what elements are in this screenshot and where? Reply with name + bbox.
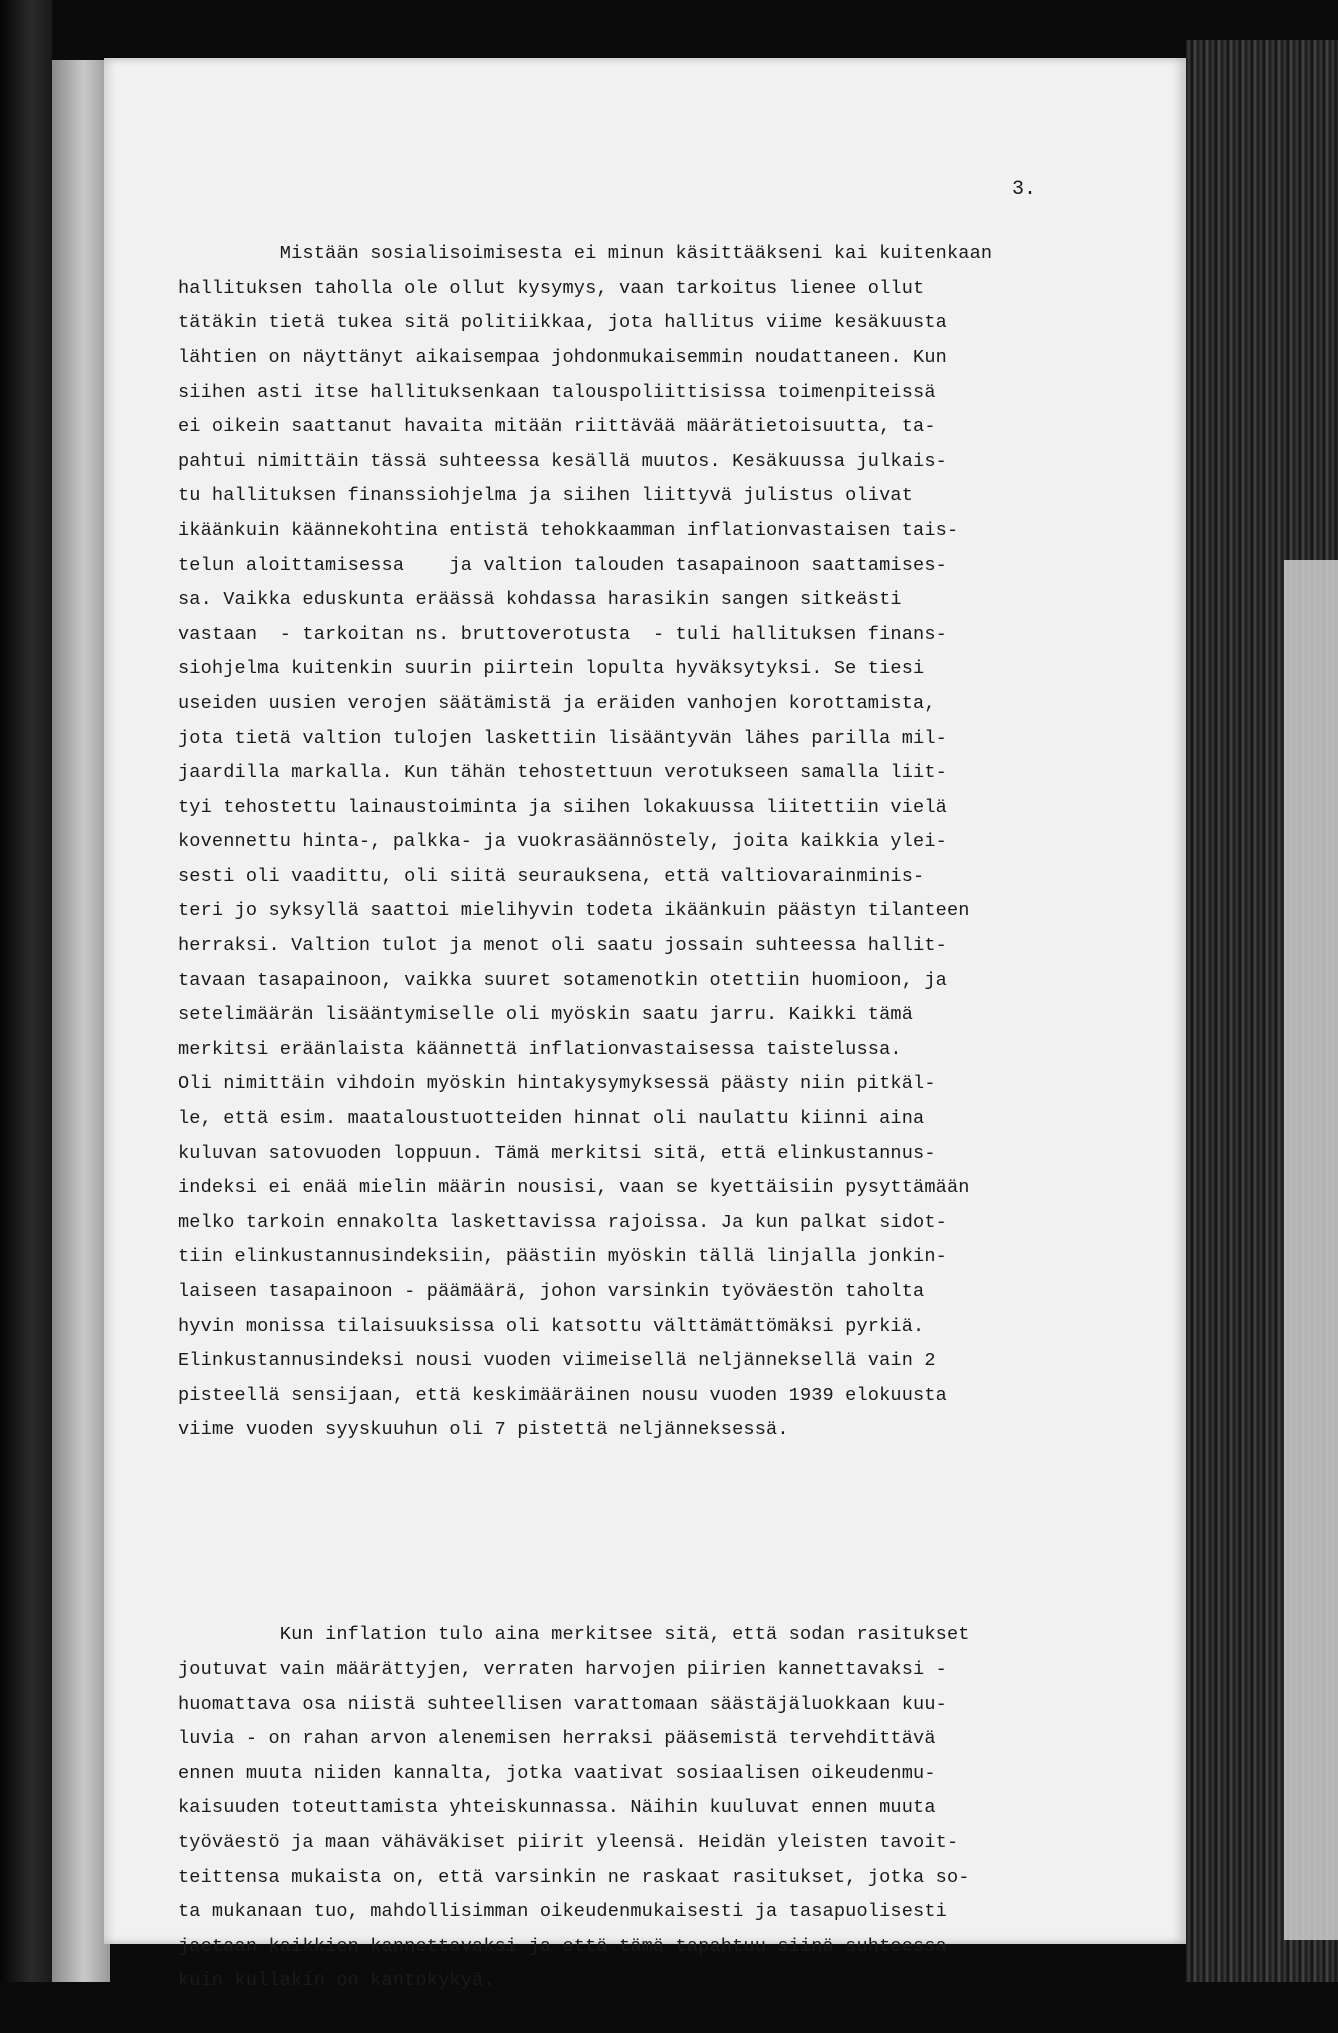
text-line: melko tarkoin ennakolta laskettavissa rajoissa. Ja kun palkat sidot- [178, 1211, 947, 1233]
text-line: siohjelma kuitenkin suurin piirtein lopulta hyväksytyksi. Se tiesi [178, 658, 925, 680]
text-line: kuin kullakin on kantokykyä. [178, 1970, 495, 1992]
text-line: ennen muuta niiden kannalta, jotka vaativat sosiaalisen oikeudenmu- [178, 1762, 936, 1784]
document-body [178, 168, 1078, 2033]
text-line: telun aloittamisessa ja valtion talouden tasapainoon saattamises- [178, 554, 947, 576]
text-line: Mistään sosialisoimisesta ei minun käsittääkseni kai kuitenkaan [178, 243, 993, 265]
page-number: 3. [1012, 178, 1037, 201]
text-line: viime vuoden syyskuuhun oli 7 pistettä neljänneksessä. [178, 1419, 789, 1441]
text-line: sesti oli vaadittu, oli siitä seurauksena, että valtiovarainminis- [178, 865, 925, 887]
text-line: Elinkustannusindeksi nousi vuoden viimeisellä neljänneksellä vain 2 [178, 1350, 936, 1372]
text-line: sa. Vaikka eduskunta eräässä kohdassa harasikin sangen sitkeästi [178, 589, 902, 611]
text-line: joutuvat vain määrättyjen, verraten harvojen piirien kannettavaksi - [178, 1658, 947, 1680]
text-line: teri jo syksyllä saattoi mielihyvin todeta ikäänkuin päästyn tilanteen [178, 900, 970, 922]
text-line: teittensa mukaista on, että varsinkin ne raskaat rasitukset, jotka so- [178, 1866, 970, 1888]
text-line: jaardilla markalla. Kun tähän tehostettuun verotukseen samalla liit- [178, 762, 947, 784]
text-line: siihen asti itse hallituksenkaan talouspoliittisissa toimenpiteissä [178, 381, 936, 403]
text-line: hyvin monissa tilaisuuksissa oli katsottu välttämättömäksi pyrkiä. [178, 1315, 925, 1337]
text-line: useiden uusien verojen säätämistä ja eräiden vanhojen korottamista, [178, 692, 936, 714]
text-line: kuluvan satovuoden loppuun. Tämä merkitsi sitä, että elinkustannus- [178, 1142, 936, 1164]
text-line: tätäkin tietä tukea sitä politiikkaa, jota hallitus viime kesäkuusta [178, 312, 947, 334]
text-line: tavaan tasapainoon, vaikka suuret sotamenotkin otettiin huomioon, ja [178, 969, 947, 991]
text-line: le, että esim. maataloustuotteiden hinnat oli naulattu kiinni aina [178, 1108, 925, 1130]
text-line: jota tietä valtion tulojen laskettiin lisääntyvän lähes parilla mil- [178, 727, 947, 749]
text-line: hallituksen taholla ole ollut kysymys, vaan tarkoitus lienee ollut [178, 277, 925, 299]
text-line: merkitsi eräänlaista käännettä inflationvastaisessa taistelussa. [178, 1038, 902, 1060]
scan-left-border [0, 0, 52, 1982]
text-line: luvia - on rahan arvon alenemisen herraksi pääsemistä tervehdittävä [178, 1728, 936, 1750]
text-line: ta mukanaan tuo, mahdollisimman oikeudenmukaisesti ja tasapuolisesti [178, 1901, 947, 1923]
paragraph-gap [178, 1517, 1078, 1549]
text-line: ei oikein saattanut havaita mitään riittävää määrätietoisuutta, ta- [178, 416, 936, 438]
text-line: työväestö ja maan vähäväkiset piirit yleensä. Heidän yleisten tavoit- [178, 1831, 959, 1853]
text-line: tiin elinkustannusindeksiin, päästiin myöskin tällä linjalla jonkin- [178, 1246, 947, 1268]
paragraph-1 [178, 237, 1078, 1448]
text-line: pisteellä sensijaan, että keskimääräinen nousu vuoden 1939 elokuusta [178, 1384, 947, 1406]
text-line: ikäänkuin käännekohtina entistä tehokkaamman inflationvastaisen tais- [178, 519, 959, 541]
text-line: vastaan - tarkoitan ns. bruttoverotusta - tuli hallituksen finans- [178, 623, 947, 645]
text-line: kovennettu hinta-, palkka- ja vuokrasäännöstely, joita kaikkia ylei- [178, 831, 947, 853]
text-line: lähtien on näyttänyt aikaisempaa johdonmukaisemmin noudattaneen. Kun [178, 346, 947, 368]
previous-page-edge [52, 60, 110, 1982]
text-line: jaetaan kaikkien kannettavaksi ja että tämä tapahtuu siinä suhteessa [178, 1935, 947, 1957]
text-line: kaisuuden toteuttamista yhteiskunnassa. Näihin kuuluvat ennen muuta [178, 1797, 936, 1819]
text-line: laiseen tasapainoon - päämäärä, johon varsinkin työväestön taholta [178, 1281, 925, 1302]
text-line: huomattava osa niistä suhteellisen varattomaan säästäjäluokkaan kuu- [178, 1693, 947, 1715]
text-line: setelimäärän lisääntymiselle oli myöskin saatu jarru. Kaikki tämä [178, 1004, 914, 1026]
text-line: Oli nimittäin vihdoin myöskin hintakysymyksessä päästy niin pitkäl- [178, 1073, 936, 1095]
text-line: Kun inflation tulo aina merkitsee sitä, että sodan rasitukset [178, 1624, 970, 1646]
text-line: herraksi. Valtion tulot ja menot oli saatu jossain suhteessa hallit- [178, 935, 947, 957]
next-page-edge [1284, 560, 1338, 1940]
text-line: tyi tehostettu lainaustoiminta ja siihen lokakuussa liitettiin vielä [178, 796, 947, 818]
text-line: tu hallituksen finanssiohjelma ja siihen liittyvä julistus olivat [178, 485, 914, 507]
paragraph-2 [178, 1618, 1078, 1999]
text-line: indeksi ei enää mielin määrin nousisi, vaan se kyettäisiin pysyttämään [178, 1177, 970, 1199]
text-line: pahtui nimittäin tässä suhteessa kesällä muutos. Kesäkuussa julkais- [178, 450, 947, 472]
